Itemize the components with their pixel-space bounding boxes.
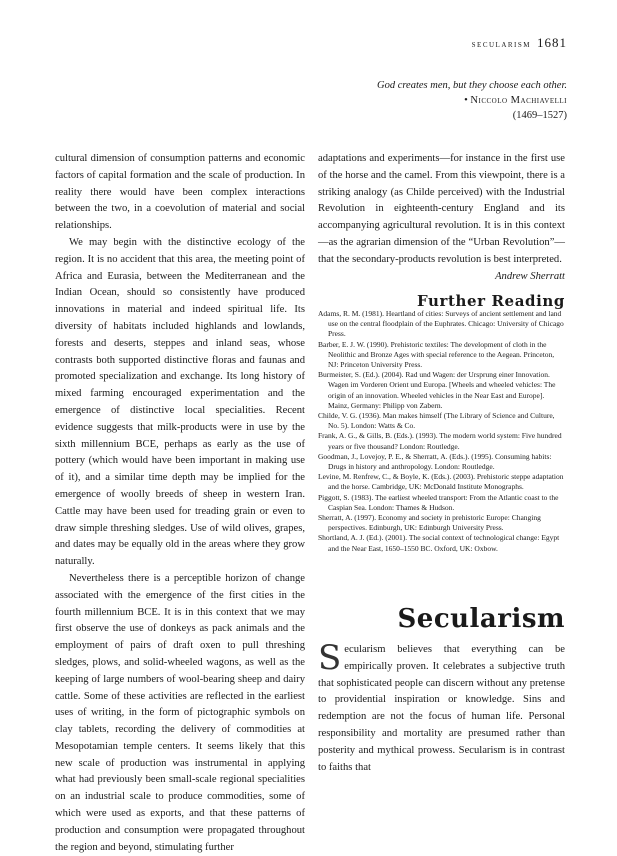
reference-item: Shortland, A. J. (Ed.). (2001). The social context of technological change: Egypt and the Near East, 1650–1550 BC. Oxford, UK: Oxbow. [318,533,560,553]
further-reading-heading: Further Reading [416,292,565,310]
reference-item: Adams, R. M. (1981). Heartland of cities: Surveys of ancient settlement and land use on the central floodplain of the Euphrates. Chicago: University of Chicago Press. [318,309,564,339]
article-title: Secularism [397,604,565,634]
right-column [318,151,565,285]
running-head [472,35,567,51]
reference-item: Frank, A. G., & Gills, B. (Eds.). (1993). The modern world system: Five hundred years or five thousand? London: Routledge. [318,431,562,451]
reference-item: Burmeister, S. (Ed.). (2004). Rad und Wagen: der Ursprung einer Innovation. Wagen im Vorderen Orient und Europa. [Wheels and wheeled vehicles: The origin of an innovation. Wheeled vehicles in the Near East and Europe]. Mainz, Germany: Philipp von Zabern. [318,370,556,410]
body-paragraph: We may begin with the distinctive ecology of the region. It is no accident that this area, the meeting point of Africa and Eurasia, between the Mediterranean and the Indian Ocean, should so consistently have produced innovations in material and indeed spiritual life. Its diversity of habitats included highlands and lowlands, forests and deserts, steppes and inland seas, whose contrasts both supported distinctive floras and faunas and promoted specialization and exchange. Its long history of mixed farming encouraged experimentation and the emergence of distinctive local specialities. Recent evidence suggests that milk-products were in use by the sixth millennium BCE, perhaps as early as the use of pottery (which would have been important in making use of it), and a similar time depth may be implied for the emergence of woolly breeds of sheep in western Iran. Cattle may have been used for treading grain or even to draw simple threshing sledges. Use of wild olives, grapes, and dates may be equally old in the areas where they grow naturally. [55,236,305,568]
drop-cap: S [318,638,342,678]
article-intro [318,638,565,776]
reference-item: Childe, V. G. (1936). Man makes himself (The Library of Science and Culture, No. 5). London: Watts & Co. [318,411,555,431]
reference-item: Levine, M. Renfrew, C., & Boyle, K. (Eds.). (2003). Prehistoric steppe adaptation and the horse. Cambridge, UK: McDonald Institute Monographs. [318,472,564,492]
epigraph-quote: God creates men, but they choose each other. [376,80,567,91]
left-column [55,151,305,856]
epigraph [367,78,567,123]
reference-item: Barber, E. J. W. (1990). Prehistoric textiles: The development of cloth in the Neolithic and Bronze Ages with special reference to the Aegean. Princeton, NJ: Princeton University Press. [318,339,555,370]
epigraph-dates: (1469–1527) [512,110,567,121]
author-signature: Andrew Sherratt [495,270,565,282]
epigraph-author: Niccolo Machiavelli [470,95,567,106]
page-number: 1681 [537,35,567,50]
reference-item: Piggott, S. (1983). The earliest wheeled transport: From the Atlantic coast to the Caspian Sea. London: Thames & Hudson. [318,492,559,512]
reference-item: Sherratt, A. (1997). Economy and society in prehistoric Europe: Changing perspectives. Edinburgh, UK: Edinburgh University Press. [318,513,541,533]
body-paragraph: cultural dimension of consumption patterns and economic factors of capital formation and the scale of production. In reality there would have been complex interactions between the two, in a coevolution of material and social relationships. [55,153,305,232]
epigraph-bullet: • [464,95,471,106]
running-head-section: secularism [471,39,531,50]
body-paragraph: Nevertheless there is a perceptible horizon of change associated with the emergence of the first cities in the fourth millennium BCE. It is in this context that we may first observe the use of donkeys as pack animals and the employment of pairs of draft oxen to pull threshing sledges, plows, and solid-wheeled wagons, as well as the keeping of large numbers of wool-bearing sheep and dairy cattle. Some of these activities are reflected in the earliest uses of writing, in the form of pictographic symbols on clay tablets, recording the delivery of commodities at Mesopotamian temple centers. It seems likely that this new scale of production was instrumental in applying what had previously been small-scale regional specialities on an industrial scale to produce commodities, some of which were used as exports, and that these patterns of production and consumption were propagated throughout the region and beyond, stimulating further [55,572,305,853]
reference-item: Goodman, J., Lovejoy, P. E., & Sherratt, A. (Eds.). (1995). Consuming habits: Drugs in history and anthropology. London: Routledge. [318,451,552,472]
reference-list [318,309,565,554]
body-paragraph: adaptations and experiments—for instance in the first use of the horse and the camel. From this viewpoint, there is a striking analogy (as Childe perceived) with the Industrial Revolution in eighteenth-century England and its accompanying agricultural revolution. It is in this context—as the agrarian dimension of the “Urban Revolution”—that the secondary-products revolution is best interpreted. [318,153,565,265]
article-intro-text: ecularism believes that everything can be empirically proven. It celebrates a subjective truth that sophisticated people can discern without any pretense to providential inspiration or knowledge. Sins and redemption are not the focus of human life. Personal responsibility and mortality are presumed rather than posterity and mythical prowess. Secularism is in contrast to faiths that [318,644,565,773]
